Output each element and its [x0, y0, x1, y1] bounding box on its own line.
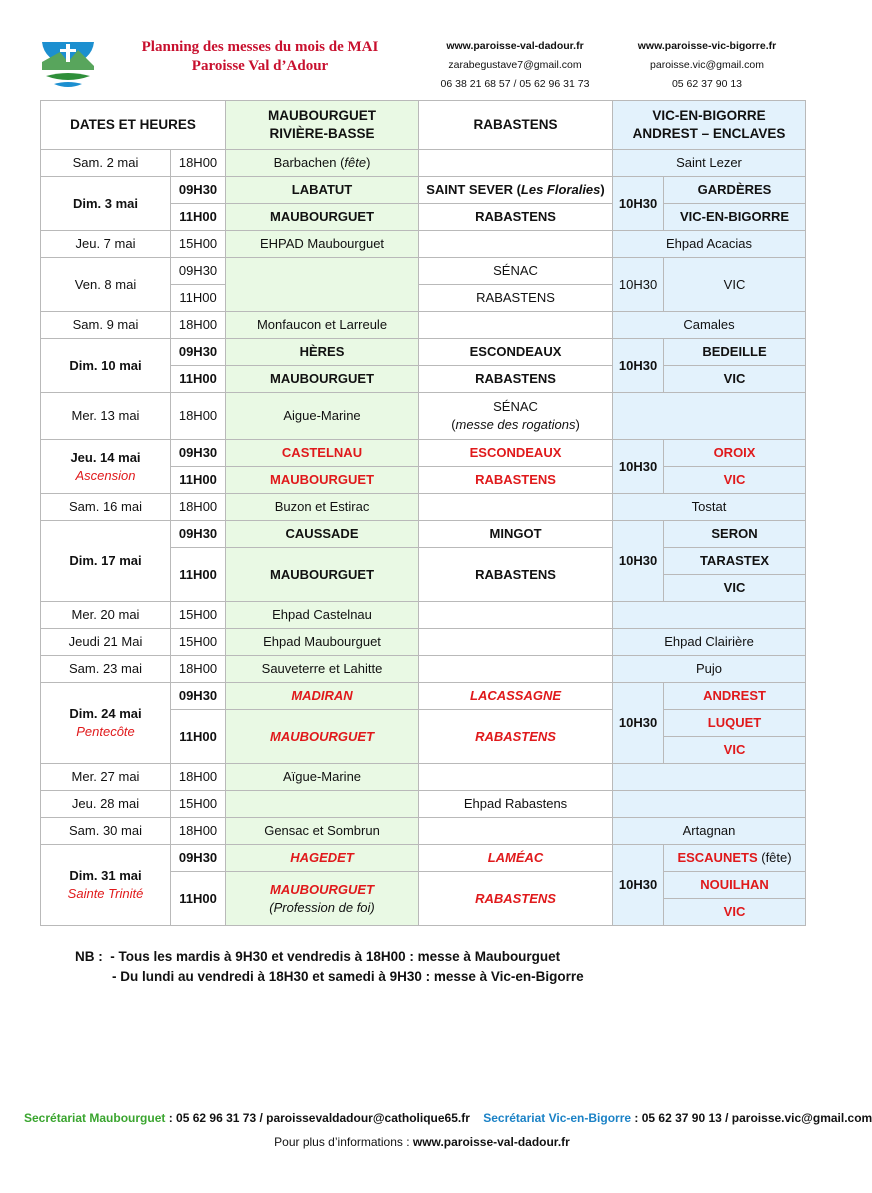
rabastens-cell	[419, 312, 613, 339]
secretariat-vic-label: Secrétariat Vic-en-Bigorre	[483, 1111, 632, 1125]
maubourguet-cell: Ehpad Maubourguet	[226, 629, 419, 656]
date-cell: Jeu. 14 mai Ascension	[41, 440, 171, 494]
maubourguet-cell	[226, 791, 419, 818]
website-link[interactable]: www.paroisse-val-dadour.fr	[446, 40, 584, 52]
vic-cell	[613, 393, 806, 440]
table-row	[41, 845, 806, 872]
table-row	[41, 440, 806, 467]
table-row	[41, 602, 806, 629]
maubourguet-cell: MAUBOURGUET	[226, 366, 419, 393]
header-vic: VIC-EN-BIGORRE ANDREST – ENCLAVES	[613, 101, 806, 150]
website-link[interactable]: www.paroisse-vic-bigorre.fr	[637, 40, 777, 52]
vic-cell: SERON	[664, 521, 806, 548]
maubourguet-cell	[226, 258, 419, 312]
info-label: Pour plus d’informations :	[274, 1135, 413, 1149]
maubourguet-cell: HÈRES	[226, 339, 419, 366]
vic-cell: VIC	[664, 737, 806, 764]
maubourguet-cell: MADIRAN	[226, 683, 419, 710]
maubourguet-cell: MAUBOURGUET	[226, 204, 419, 231]
header-dates: DATES ET HEURES	[41, 101, 226, 150]
maubourguet-cell: EHPAD Maubourguet	[226, 231, 419, 258]
vic-cell: Ehpad Acacias	[613, 231, 806, 258]
header-rabastens: RABASTENS	[419, 101, 613, 150]
table-row	[41, 150, 806, 177]
maubourguet-cell: LABATUT	[226, 177, 419, 204]
vic-time-cell: 10H30	[613, 177, 664, 231]
vic-cell: BEDEILLE	[664, 339, 806, 366]
maubourguet-cell: Barbachen (fête)	[226, 150, 419, 177]
maubourguet-cell: Aïgue-Marine	[226, 764, 419, 791]
time-cell: 09H30	[171, 339, 226, 366]
date-cell: Sam. 9 mai	[41, 312, 171, 339]
title-line-2: Paroisse Val d’Adour	[191, 58, 329, 74]
maubourguet-cell: Ehpad Castelnau	[226, 602, 419, 629]
table-row	[41, 393, 806, 440]
rabastens-cell: LAMÉAC	[419, 845, 613, 872]
time-cell: 18H00	[171, 150, 226, 177]
rabastens-cell: ESCONDEAUX	[419, 339, 613, 366]
rabastens-cell: SÉNAC (messe des rogations)	[419, 393, 613, 440]
date-cell: Jeu. 7 mai	[41, 231, 171, 258]
date-cell: Dim. 17 mai	[41, 521, 171, 602]
vic-cell	[613, 764, 806, 791]
date-cell: Ven. 8 mai	[41, 258, 171, 312]
nb-note	[75, 947, 584, 987]
table-row	[41, 312, 806, 339]
maubourguet-cell: MAUBOURGUET	[226, 467, 419, 494]
date-cell: Jeu. 28 mai	[41, 791, 171, 818]
table-row	[41, 231, 806, 258]
date-cell: Sam. 23 mai	[41, 656, 171, 683]
rabastens-cell	[419, 150, 613, 177]
vic-cell: VIC	[664, 467, 806, 494]
time-cell: 11H00	[171, 710, 226, 764]
time-cell: 11H00	[171, 467, 226, 494]
maubourguet-cell: CAUSSADE	[226, 521, 419, 548]
date-cell: Dim. 24 mai Pentecôte	[41, 683, 171, 764]
vic-time-cell: 10H30	[613, 440, 664, 494]
table-row	[41, 494, 806, 521]
time-cell: 18H00	[171, 764, 226, 791]
secretariat-maubourguet-contact: : 05 62 96 31 73 / paroissevaldadour@catholique65.fr	[165, 1111, 470, 1125]
rabastens-cell: Ehpad Rabastens	[419, 791, 613, 818]
rabastens-cell	[419, 818, 613, 845]
rabastens-cell	[419, 629, 613, 656]
time-cell: 18H00	[171, 656, 226, 683]
date-cell: Mer. 27 mai	[41, 764, 171, 791]
footer-secretariats	[24, 1111, 872, 1125]
email-link[interactable]: zarabegustave7@gmail.com	[448, 59, 582, 71]
maubourguet-cell: Aigue-Marine	[226, 393, 419, 440]
vic-cell: Pujo	[613, 656, 806, 683]
table-row	[41, 177, 806, 204]
maubourguet-cell: CASTELNAU	[226, 440, 419, 467]
date-cell: Dim. 10 mai	[41, 339, 171, 393]
time-cell: 09H30	[171, 258, 226, 285]
maubourguet-cell: MAUBOURGUET	[226, 710, 419, 764]
time-cell: 15H00	[171, 629, 226, 656]
rabastens-cell: RABASTENS	[419, 548, 613, 602]
rabastens-cell: RABASTENS	[419, 467, 613, 494]
table-row	[41, 258, 806, 285]
parish-logo-icon	[40, 40, 96, 92]
time-cell: 18H00	[171, 818, 226, 845]
time-cell: 11H00	[171, 285, 226, 312]
rabastens-cell	[419, 602, 613, 629]
time-cell: 18H00	[171, 393, 226, 440]
maubourguet-cell: MAUBOURGUET	[226, 548, 419, 602]
maubourguet-cell: Monfaucon et Larreule	[226, 312, 419, 339]
table-row	[41, 339, 806, 366]
vic-cell: TARASTEX	[664, 548, 806, 575]
maubourguet-cell: MAUBOURGUET (Profession de foi)	[226, 872, 419, 926]
header-maubourguet: MAUBOURGUET RIVIÈRE-BASSE	[226, 101, 419, 150]
secretariat-maubourguet-label: Secrétariat Maubourguet	[24, 1111, 166, 1125]
rabastens-cell	[419, 656, 613, 683]
date-cell: Dim. 3 mai	[41, 177, 171, 231]
contact-vic	[622, 37, 792, 94]
time-cell: 09H30	[171, 177, 226, 204]
vic-cell: GARDÈRES	[664, 177, 806, 204]
vic-cell: LUQUET	[664, 710, 806, 737]
table-row	[41, 656, 806, 683]
table-row	[41, 791, 806, 818]
nb-line-2: - Du lundi au vendredi à 18H30 et samedi à 9H30 : messe à Vic-en-Bigorre	[112, 969, 584, 984]
rabastens-cell: SÉNAC	[419, 258, 613, 285]
date-cell: Sam. 2 mai	[41, 150, 171, 177]
maubourguet-cell: Gensac et Sombrun	[226, 818, 419, 845]
vic-cell: Camales	[613, 312, 806, 339]
rabastens-cell: RABASTENS	[419, 204, 613, 231]
rabastens-cell: RABASTENS	[419, 285, 613, 312]
nb-line-1: - Tous les mardis à 9H30 et vendredis à 18H00 : messe à Maubourguet	[110, 949, 561, 964]
vic-cell: OROIX	[664, 440, 806, 467]
vic-cell: Tostat	[613, 494, 806, 521]
vic-cell: VIC	[664, 899, 806, 926]
table-row	[41, 629, 806, 656]
rabastens-cell: ESCONDEAUX	[419, 440, 613, 467]
rabastens-cell: RABASTENS	[419, 710, 613, 764]
rabastens-cell	[419, 494, 613, 521]
rabastens-cell: MINGOT	[419, 521, 613, 548]
vic-cell	[613, 602, 806, 629]
rabastens-cell: LACASSAGNE	[419, 683, 613, 710]
vic-cell	[613, 791, 806, 818]
date-cell: Jeudi 21 Mai	[41, 629, 171, 656]
table-row	[41, 683, 806, 710]
rabastens-cell	[419, 764, 613, 791]
date-cell: Mer. 20 mai	[41, 602, 171, 629]
phone-text: 05 62 37 90 13	[671, 78, 743, 90]
date-cell: Sam. 30 mai	[41, 818, 171, 845]
table-row	[41, 521, 806, 548]
time-cell: 09H30	[171, 683, 226, 710]
time-cell: 18H00	[171, 494, 226, 521]
table-row	[41, 764, 806, 791]
vic-time-cell: 10H30	[613, 339, 664, 393]
vic-cell: ANDREST	[664, 683, 806, 710]
maubourguet-cell: Sauveterre et Lahitte	[226, 656, 419, 683]
vic-time-cell: 10H30	[613, 521, 664, 602]
time-cell: 15H00	[171, 602, 226, 629]
vic-time-cell: 10H30	[613, 845, 664, 926]
time-cell: 09H30	[171, 845, 226, 872]
vic-cell: VIC	[664, 258, 806, 312]
maubourguet-cell: HAGEDET	[226, 845, 419, 872]
phone-text: 06 38 21 68 57 / 05 62 96 31 73	[440, 78, 590, 90]
email-link[interactable]: paroisse.vic@gmail.com	[650, 59, 764, 71]
time-cell: 09H30	[171, 521, 226, 548]
date-cell: Sam. 16 mai	[41, 494, 171, 521]
time-cell: 09H30	[171, 440, 226, 467]
vic-cell: VIC	[664, 366, 806, 393]
title-line-1: Planning des messes du mois de MAI	[141, 39, 379, 55]
document-title	[110, 38, 410, 76]
rabastens-cell	[419, 231, 613, 258]
vic-cell: ESCAUNETS (fête)	[664, 845, 806, 872]
rabastens-cell: RABASTENS	[419, 872, 613, 926]
vic-time-cell: 10H30	[613, 683, 664, 764]
vic-cell: NOUILHAN	[664, 872, 806, 899]
vic-time-cell: 10H30	[613, 258, 664, 312]
date-cell: Dim. 31 mai Sainte Trinité	[41, 845, 171, 926]
contact-maubourguet	[430, 37, 600, 94]
date-cell: Mer. 13 mai	[41, 393, 171, 440]
vic-cell: Ehpad Clairière	[613, 629, 806, 656]
footer-info	[0, 1135, 844, 1149]
vic-cell: Saint Lezer	[613, 150, 806, 177]
time-cell: 11H00	[171, 548, 226, 602]
vic-cell: VIC-EN-BIGORRE	[664, 204, 806, 231]
info-website-link[interactable]: www.paroisse-val-dadour.fr	[412, 1135, 570, 1149]
time-cell: 11H00	[171, 204, 226, 231]
maubourguet-cell: Buzon et Estirac	[226, 494, 419, 521]
rabastens-cell: RABASTENS	[419, 366, 613, 393]
nb-label: NB :	[75, 949, 103, 964]
mass-schedule-table	[40, 100, 806, 926]
rabastens-cell: SAINT SEVER (Les Floralies)	[419, 177, 613, 204]
vic-cell: Artagnan	[613, 818, 806, 845]
time-cell: 15H00	[171, 231, 226, 258]
time-cell: 11H00	[171, 366, 226, 393]
time-cell: 15H00	[171, 791, 226, 818]
table-row	[41, 818, 806, 845]
time-cell: 11H00	[171, 872, 226, 926]
secretariat-vic-contact: : 05 62 37 90 13 / paroisse.vic@gmail.com	[631, 1111, 872, 1125]
time-cell: 18H00	[171, 312, 226, 339]
table-header-row	[41, 101, 806, 150]
vic-cell: VIC	[664, 575, 806, 602]
